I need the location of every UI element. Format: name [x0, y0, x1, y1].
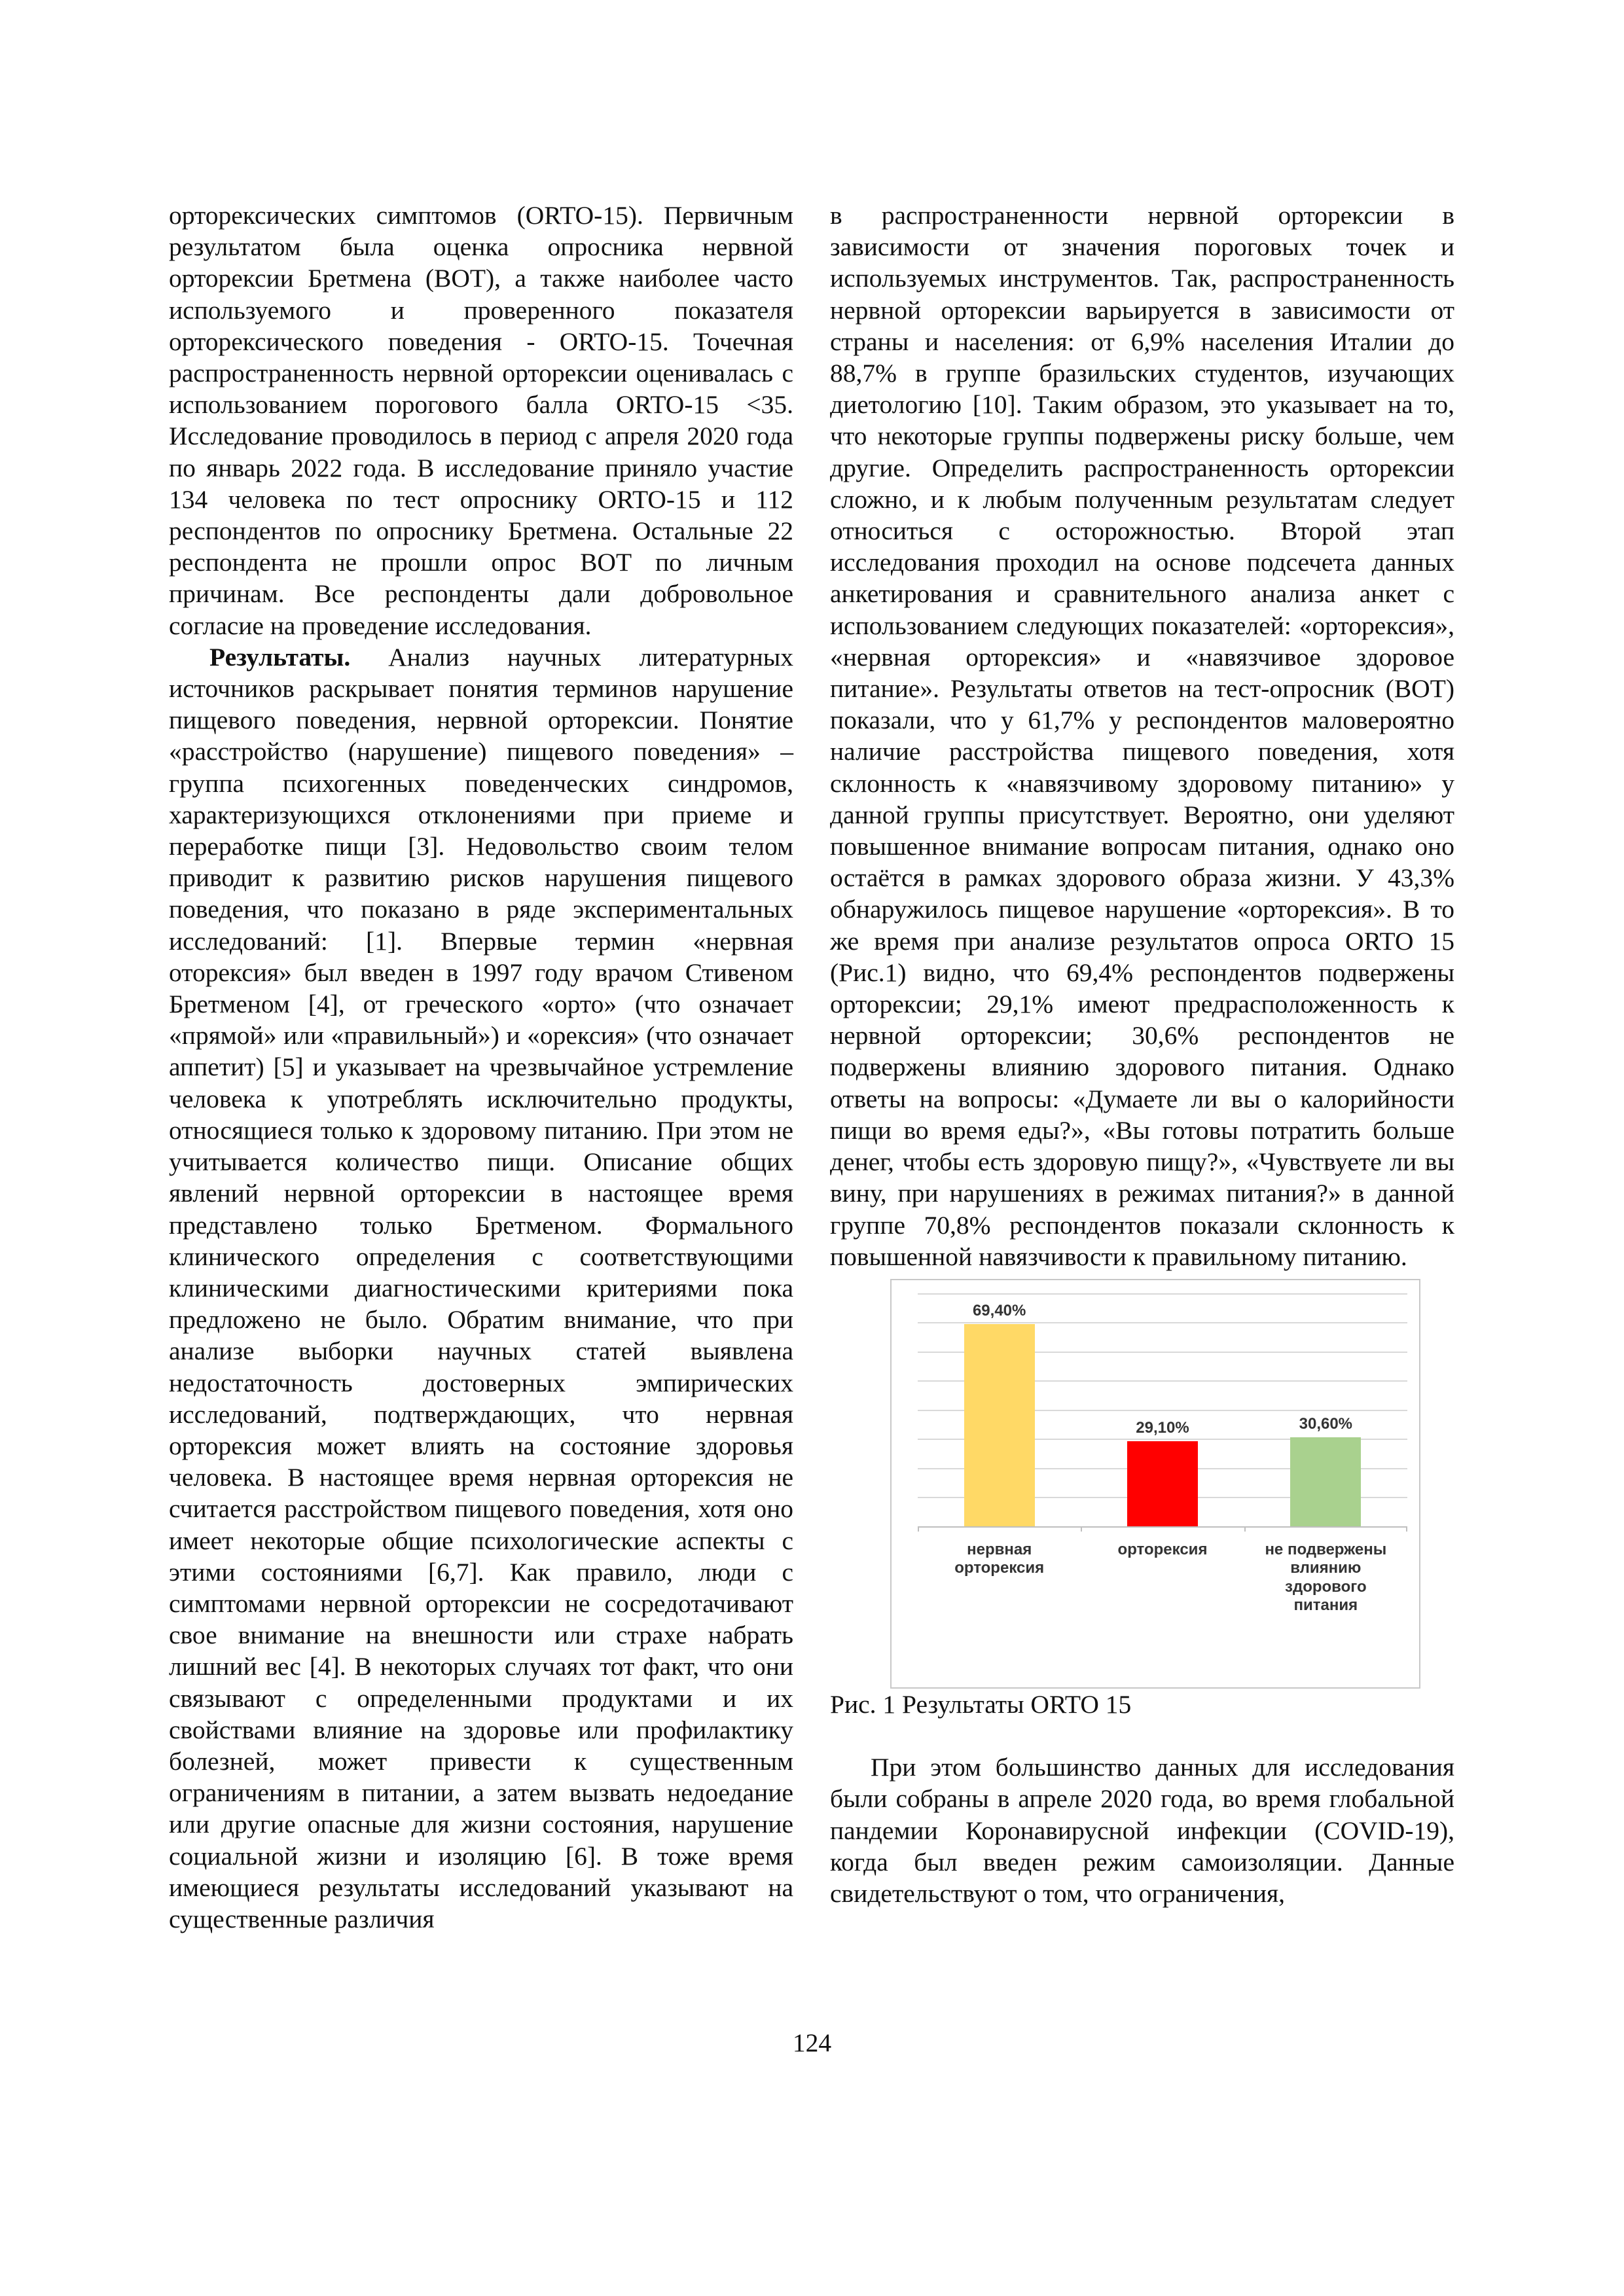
right-column — [830, 200, 1454, 1909]
gridline — [918, 1293, 1407, 1295]
category-label: не подвержены влиянию здорового питания — [1265, 1540, 1387, 1615]
bar-2 — [1127, 1441, 1198, 1526]
figure-1-bar-chart — [890, 1279, 1420, 1689]
covid-paragraph: При этом большинство данных для исследования были собраны в апреле 2020 года, во время глобальной пандемии Коронавирусной инфекции (COVID-19), когда был введен режим самоизоляции. Данные свидетельствуют о том, что ограничения, — [830, 1753, 1454, 1908]
x-axis-tick — [1244, 1526, 1246, 1532]
category-label: орторексия — [1117, 1540, 1208, 1558]
chart-plot-area — [918, 1293, 1407, 1615]
figure-caption: Рис. 1 Результаты ORTO 15 — [830, 1689, 1132, 1719]
left-column — [169, 200, 793, 1935]
x-axis-tick — [1406, 1526, 1407, 1532]
page-number: 124 — [792, 2028, 832, 2057]
category-label: нервная орторексия — [954, 1540, 1045, 1577]
prevalence-paragraph: в распространенности нервной орторексии в зависимости от значения пороговых точек и используемых инструментов. Так, распространенность нервной орторексии варьируется в зависимости от страны и населения: от 6,9% населения Италии до 88,7% в группе бразильских студентов, изучающих диетологию [10]. Таким образом, это указывает на то, что некоторые группы подвержены риску больше, чем другие. Определить распространенность орторексии сложно, и к любым полученным результатам следует относиться с осторожностью. Второй этап исследования проходил на основе подсечета данных анкетирования и сравнительного анализа анкет с использованием следующих показателей: «орторексия», «нервная орторексия» и «навязчивое здоровое питание». Результаты ответов на тест-опросник (BOT) показали, что у 61,7% у респондентов маловероятно наличие расстройства пищевого поведения, хотя склонность к «навязчивому здоровому питанию» у данной группы присутствует. Вероятно, они уделяют повышенное внимание вопросам питания, однако оно остаётся в рамках здорового образа жизни. У 43,3% обнаружилось пищевое нарушение «орторексия». В то же время при анализе результатов опроса ORTO 15 (Рис.1) видно, что 69,4% респондентов подвержены орторексии; 29,1% имеют предрасположенность к нервной орторексии; 30,6% респондентов не подвержены влиянию здорового питания. Однако ответы на вопросы: «Думаете ли вы о калорийности пищи во время еды?», «Вы готовы потратить больше денег, чтобы есть здоровую пищу?», «Чувствуете ли вы вину, при нарушениях в режимах питания?» в данной группе 70,8% респондентов показали склонность к повышенной навязчивости к правильному питанию. — [830, 201, 1454, 1271]
results-paragraph — [169, 641, 793, 1935]
bar-value-label: 29,10% — [1136, 1419, 1189, 1437]
x-axis-tick — [918, 1526, 919, 1532]
x-axis-tick — [1081, 1526, 1082, 1532]
results-heading: Результаты. — [209, 642, 351, 672]
x-axis — [918, 1526, 1407, 1528]
spacer — [830, 1720, 1454, 1751]
bar-value-label: 30,60% — [1299, 1414, 1353, 1433]
bar-3 — [1290, 1437, 1361, 1526]
methods-paragraph-end: орторексических симптомов (ORTO-15). Первичным результатом была оценка опросника нервной орторексии Бретмена (BOT), а также наиболее часто используемого и проверенного показателя орторексического поведения - ORTO-15. Точечная распространенность нервной орторексии оценивалась с использованием порогового балла ORTO-15 <35. Исследование проводилось в период с апреля 2020 года по январь 2022 года. В исследование приняло участие 134 человека по тест опроснику ORTO-15 и 112 респондентов по опроснику Бретмена. Остальные 22 респондента не прошли опрос BOT по личным причинам. Все респонденты дали добровольное согласие на проведение исследования. — [169, 201, 793, 640]
bar-value-label: 69,40% — [972, 1302, 1026, 1320]
bar-1 — [964, 1324, 1035, 1526]
results-text: Анализ научных литературных источников раскрывает понятия терминов нарушение пищевого поведения, нервной орторексии. Понятие «расстройство (нарушение) пищевого поведения» – группа психогенных поведенческих синдромов, характеризующихся отклонениями при приеме и переработке пищи [3]. Недовольство своим телом приводит к развитию рисков нарушения пищевого поведения, что показано в ряде экспериментальных исследований: [1]. Впервые термин «нервная оторексия» был введен в 1997 году врачом Стивеном Бретменом [4], от греческого «орто» (что означает «прямой» или «правильный») и «орексия» (что означает аппетит) [5] и указывает на чрезвычайное устремление человека к употреблять исключительно продукты, относящиеся только к здоровому питанию. При этом не учитывается количество пищи. Описание общих явлений нервной орторексии в настоящее время представлено только Бретменом. Формального клинического определения с соответствующими клиническими диагностическими критериями пока предложено не было. Обратим внимание, что при анализе выборки научных статей выявлена недостаточность достоверных эмпирических исследований, подтверждающих, что нервная орторексия может влиять на состояние здоровья человека. В настоящее время нервная орторексия не считается расстройством пищевого поведения, хотя оно имеет некоторые общие психологические аспекты с этими состояниями [6,7]. Как правило, люди с симптомами нервной орторексии не сосредотачивают свое внимание на внешности или страхе набрать лишний вес [4]. В некоторых случаях тот факт, что они связывают с определенными продуктами и их свойствами влияние на здоровье или профилактику болезней, может привести к существенным ограничениям в питании, а затем вызвать недоедание или другие опасные для жизни состояния, нарушение социальной жизни и изоляцию [6]. В тоже время имеющиеся результаты исследований указывают на существенные различия — [169, 642, 793, 1933]
